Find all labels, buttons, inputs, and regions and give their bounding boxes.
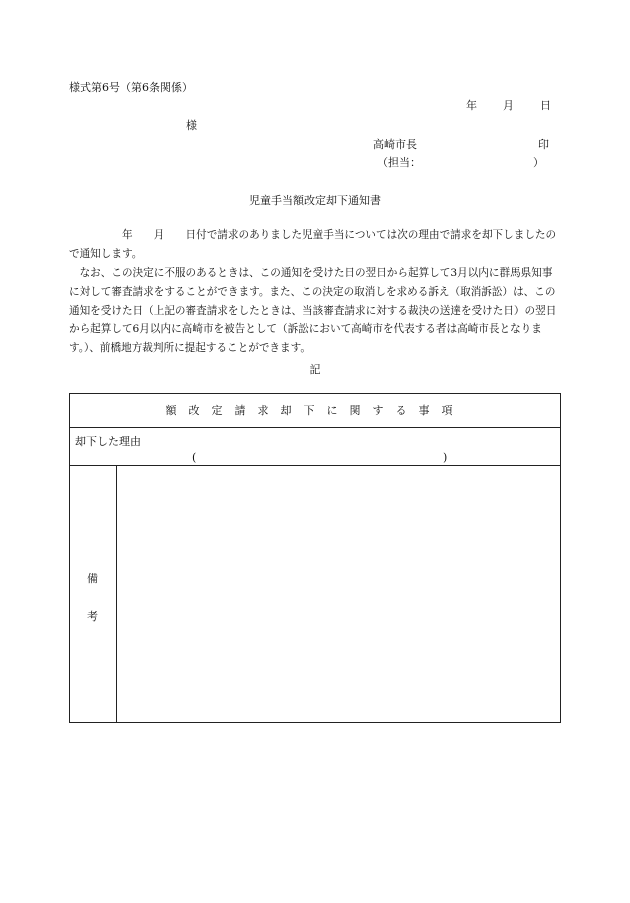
reason-paren-open: ( [192,451,197,464]
contact-open: （担当： [377,156,421,169]
seal-mark: 印 [538,138,549,151]
date-year-label: 年 [466,99,477,112]
contact-close: ） [533,156,544,169]
issuer-name: 高崎市長 [373,138,417,151]
date-row [466,100,551,111]
remarks-row [70,466,560,722]
addressee-suffix: 様 [186,119,197,132]
body-paragraph-1: 年 月 日付で請求のありました児童手当については次の理由で請求を却下しましたので通知します。 [69,229,557,260]
ki-marker: 記 [309,363,321,376]
reason-paren-close: ) [443,451,448,464]
remarks-content-area[interactable] [117,466,560,722]
form-number: 様式第6号（第6条関係） [69,81,193,94]
remarks-label-cell [70,466,117,722]
contact-line [377,157,544,168]
rejection-details-table [69,393,561,723]
remarks-label-char-1: 備 [87,572,98,585]
remarks-label-char-2: 考 [87,610,98,623]
table-heading: 額改定請求却下に関する事項 [70,394,560,428]
date-month-label: 月 [503,99,514,112]
reason-label: 却下した理由 [75,435,141,448]
document-title: 児童手当額改定却下通知書 [249,194,381,207]
reason-row [70,428,560,466]
date-day-label: 日 [540,99,551,112]
body-paragraph-2: なお、この決定に不服のあるときは、この通知を受けた日の翌日から起算して3月以内に群馬県知事に対して審査請求をすることができます。また、この決定の取消しを求める訴え（取消訴訟）は、この通知を受けた日（上記の審査請求をしたときは、当該審査請求に対する裁決の送達を受けた日）の翌日から起算して6月以内に高崎市を被告として（訴訟において高崎市を代表する者は高崎市長となります。）、前橋地方裁判所に提起することができます。 [69,267,557,355]
